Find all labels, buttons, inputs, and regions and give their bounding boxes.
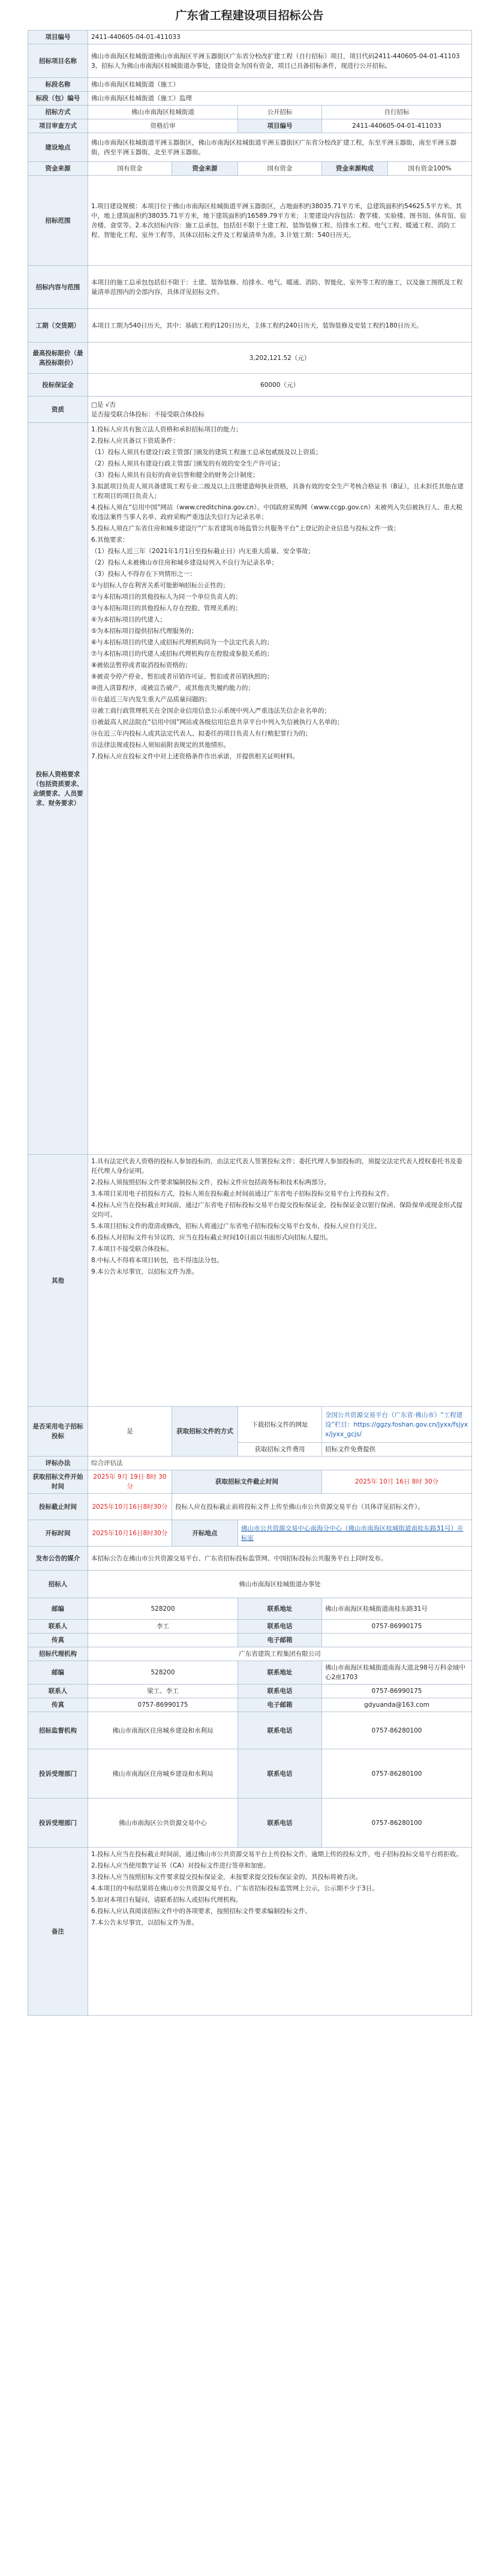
time-end-label: 获取招标文件截止时间 xyxy=(172,1470,322,1494)
time-start: 2025年 9月 19日 8时 30分 xyxy=(88,1470,172,1494)
row-project-code xyxy=(28,31,472,44)
deposit: 60000（元） xyxy=(88,374,472,397)
bidder-line: ②与本招标项目的其他投标人为同一个单位负责人的； xyxy=(91,593,242,601)
notes-label: 备注 xyxy=(28,1848,88,2016)
complaint-phone: 0757-86280100 xyxy=(322,1749,472,1799)
bidder-line: ①与招标人存在利害关系可能影响招标公正性的； xyxy=(91,582,229,589)
complaint2-name: 佛山市南海区公共资源交易中心 xyxy=(88,1799,238,1848)
row-method xyxy=(28,1457,472,1470)
method-label: 评标办法 xyxy=(28,1457,88,1470)
agent-contact-label: 联系人 xyxy=(28,1685,88,1698)
row-open xyxy=(28,1520,472,1547)
row-notes xyxy=(28,1848,472,2016)
row-price xyxy=(28,343,472,374)
row-tenderer-contact xyxy=(28,1620,472,1634)
joint-note: 是否接受联合体投标：不接受联合体投标 xyxy=(91,410,205,418)
row-section-name xyxy=(28,78,472,92)
doc-fee-label: 获取招标文件费用 xyxy=(238,1443,322,1457)
section-code: 佛山市南海区桂城街道（施工）监理 xyxy=(88,92,472,106)
agent-email-label: 电子邮箱 xyxy=(238,1698,322,1712)
agent-postcode-label: 邮编 xyxy=(28,1661,88,1685)
price-label: 最高投标限价（最高投标限价） xyxy=(28,343,88,374)
tenderer-postcode: 528200 xyxy=(88,1598,238,1620)
other-line: 3.本项目采用电子招投标方式，投标人须在投标截止时间前通过广东省电子招标投标交易平台上传投标文件。 xyxy=(91,1190,393,1197)
tenderer-postcode-label: 邮编 xyxy=(28,1598,88,1620)
fund-c: 国有资金 xyxy=(238,162,322,176)
project-code: 2411-440605-04-01-411033 xyxy=(88,31,472,44)
agent-phone-label: 联系电话 xyxy=(238,1685,322,1698)
tender-mode-c: 自行招标 xyxy=(322,106,472,119)
row-period xyxy=(28,309,472,343)
bidder-line: ⑦与本招标项目的代建人或招标代理机构存在控股或参股关系的； xyxy=(91,650,273,657)
approval-a: 资格后审 xyxy=(88,119,238,133)
row-agent-fax xyxy=(28,1698,472,1712)
price: 3,202,121.52（元） xyxy=(88,343,472,374)
open: 2025年10月16日8时30分 xyxy=(88,1520,172,1547)
project-name-label: 招标项目名称 xyxy=(28,44,88,78)
deadline-note: 投标人应在投标截止前将投标文件上传至佛山市公共资源交易平台（具体详见招标文件）。 xyxy=(172,1494,472,1520)
contract: 本项目的施工总承包包括但不限于：土建、装饰装修、给排水、电气、暖通、消防、智能化、室外等工程的施工，以及施工图纸及工程量清单范围内的全部内容，具体详见招标文件。 xyxy=(88,266,472,309)
bidder-label: 投标人资格要求（包括资质要求、业绩要求、人员要求、财务要求） xyxy=(28,423,88,1155)
row-agent-name xyxy=(28,1647,472,1661)
bidder-line: （2）投标人须具有建设行政主管部门颁发的有效的安全生产许可证； xyxy=(91,460,284,467)
other-line: 7.本项目不接受联合体投标。 xyxy=(91,1245,173,1253)
agent-phone: 0757-86990175 xyxy=(322,1685,472,1698)
deposit-label: 投标保证金 xyxy=(28,374,88,397)
tenderer-label: 招标人 xyxy=(28,1571,88,1598)
approval-label: 项目审查方式 xyxy=(28,119,88,133)
doc-get-value: 下载招标文件的网址 xyxy=(238,1407,322,1443)
other-line: 4.投标人应当在投标截止时间前，通过广东省电子招标投标交易平台提交投标保证金，投标保证金以银行保函、保险保单或现金形式提交均可。 xyxy=(91,1202,463,1218)
fund-b: 资金来源 xyxy=(172,162,238,176)
deadline: 2025年10月16日8时30分 xyxy=(88,1494,172,1520)
bidder-line: 1.投标人应具有独立法人资格和承担招标项目的能力； xyxy=(91,426,242,433)
tenderer-fax xyxy=(88,1634,238,1647)
supervision-name: 佛山市南海区住房城乡建设和水利局 xyxy=(88,1712,238,1749)
method: 综合评估法 xyxy=(88,1457,472,1470)
bidder-line: （1）投标人须具有建设行政主管部门颁发的建筑工程施工总承包贰级及以上资质； xyxy=(91,449,322,456)
bidder-line: 2.投标人应具备以下资质条件： xyxy=(91,437,179,445)
complaint-phone-label: 联系电话 xyxy=(238,1749,322,1799)
page-title: 广东省工程建设项目招标公告 xyxy=(175,9,324,22)
period: 本项目工期为540日历天，其中：基础工程约120日历天，主体工程约240日历天，装饰装修及安装工程约180日历天。 xyxy=(88,309,472,343)
bidder-line: ⑥与本招标项目的代建人或招标代理机构同为一个法定代表人的； xyxy=(91,639,273,646)
row-location xyxy=(28,133,472,162)
fund-label: 资金来源 xyxy=(28,162,88,176)
qualification-label: 资质 xyxy=(28,397,88,423)
media-label: 发布公告的媒介 xyxy=(28,1547,88,1571)
open-label: 开标时间 xyxy=(28,1520,88,1547)
row-complaint xyxy=(28,1749,472,1799)
bidder-line: ⑨被责令停产停业、暂扣或者吊销许可证、暂扣或者吊销执照的； xyxy=(91,673,273,680)
doc-fee-value: 招标文件免费提供 xyxy=(322,1443,472,1457)
location: 佛山市南海区桂城街道平洲玉器街区，佛山市南海区桂城街道平洲玉器街区广东省分校改扩建工程，东至平洲玉器街，南至平洲玉器街，西至平洲玉器街，北至平洲玉器街。 xyxy=(88,133,472,162)
complaint2-phone: 0757-86280100 xyxy=(322,1799,472,1848)
doc-method-yes: 是 xyxy=(88,1407,172,1457)
row-media xyxy=(28,1547,472,1571)
qualification-cell xyxy=(88,397,472,423)
fund-a: 国有资金 xyxy=(88,162,172,176)
bidder-line: ⑧被依法暂停或者取消投标资格的； xyxy=(91,662,191,669)
notes-line: 4.本项目的中标结果将在佛山市公共资源交易平台、广东省招标投标监管网上公示，公示期不少于3日。 xyxy=(91,1885,378,1892)
row-doc-method xyxy=(28,1407,472,1443)
agent-address: 佛山市南海区桂城街道南海大道北98号万科金域中心2座1703 xyxy=(322,1661,472,1685)
scope-label: 招标范围 xyxy=(28,176,88,266)
supervision-phone-label: 联系电话 xyxy=(238,1712,322,1749)
notes-line: 2.投标人应当使用数字证书（CA）对投标文件进行签章和加密。 xyxy=(91,1862,270,1869)
notice-table xyxy=(28,30,472,2016)
fund-e: 国有资金100% xyxy=(388,162,472,176)
bidder-line: ③与本招标项目的其他投标人存在控股、管理关系的； xyxy=(91,605,242,612)
complaint2-label: 投诉受理部门 xyxy=(28,1799,88,1848)
tenderer-contact-label: 联系人 xyxy=(28,1620,88,1634)
agent-contact: 梁工、李工 xyxy=(88,1685,238,1698)
tender-mode-label: 招标方式 xyxy=(28,106,88,119)
location-label: 建设地点 xyxy=(28,133,88,162)
notes-line: 6.投标人应认真阅读招标文件中的各项要求，按照招标文件要求编制投标文件。 xyxy=(91,1908,312,1915)
bidder-line: ⑭在近三年内投标人或其法定代表人、拟委任的项目负责人有行贿犯罪行为的； xyxy=(91,730,312,737)
approval-c: 2411-440605-04-01-411033 xyxy=(322,119,472,133)
other-line: 1.具有法定代表人资格的投标人参加投标的，由法定代表人签署投标文件；委托代理人参加投标的，须提交法定代表人授权委托书及委托代理人身份证明。 xyxy=(91,1158,463,1175)
agent-fax: 0757-86990175 xyxy=(88,1698,238,1712)
notes-lines xyxy=(88,1848,472,2016)
tenderer-address: 佛山市南海区桂城街道南桂东路31号 xyxy=(322,1598,472,1620)
other-label: 其他 xyxy=(28,1155,88,1407)
open-place-label: 开标地点 xyxy=(172,1520,238,1547)
tender-mode-a: 佛山市南海区桂城街道 xyxy=(88,106,238,119)
bidder-line: （2）投标人未被佛山市住房和城乡建设局列入不良行为记录名单； xyxy=(91,559,278,566)
tenderer-phone: 0757-86990175 xyxy=(322,1620,472,1634)
row-bidder xyxy=(28,423,472,1155)
media: 本招标公告在佛山市公共资源交易平台、广东省招标投标监管网、中国招标投标公共服务平台上同时发布。 xyxy=(88,1547,472,1571)
section-name-label: 标段名称 xyxy=(28,78,88,92)
section-code-label: 标段（包）编号 xyxy=(28,92,88,106)
joint-label: 是否接受联合体投标 xyxy=(91,410,148,418)
bidder-line: ⑫被工商行政管理机关在全国企业信用信息公示系统中列入严重违法失信企业名单的； xyxy=(91,707,330,714)
other-line: 6.投标人对招标文件有异议的，应当在投标截止时间10日前以书面形式向招标人提出。 xyxy=(91,1234,332,1241)
row-tenderer-fax xyxy=(28,1634,472,1647)
doc-get-label: 获取招标文件的方式 xyxy=(172,1407,238,1457)
agent-name: 广东省建筑工程集团有限公司 xyxy=(88,1647,472,1661)
bidder-line: ⑬被最高人民法院在“信用中国”网站或各级信用信息共享平台中列入失信被执行人名单的； xyxy=(91,719,344,726)
bidder-line: ⑪在最近三年内发生重大产品质量问题的； xyxy=(91,696,211,703)
bidder-line: （3）投标人须具有良好的商业信誉和健全的财务会计制度； xyxy=(91,472,259,479)
complaint2-phone-label: 联系电话 xyxy=(238,1799,322,1848)
row-supervision xyxy=(28,1712,472,1749)
approval-b: 项目编号 xyxy=(238,119,322,133)
row-tenderer-name xyxy=(28,1571,472,1598)
notes-line: 3.投标人应当按照招标文件要求提交投标保证金，未按要求提交投标保证金的，其投标将被否决。 xyxy=(91,1874,362,1881)
row-agent-contact xyxy=(28,1685,472,1698)
tenderer-phone-label: 联系电话 xyxy=(238,1620,322,1634)
bidder-line: 6.其他要求： xyxy=(91,536,129,544)
bidder-line: 4.投标人须在“信用中国”网站（www.creditchina.gov.cn）、中国政府采购网（www.ccgp.gov.cn）未被列入失信被执行人、重大税收违法案件当事人名单、政府采购严重违法失信行为记录名单； xyxy=(91,504,462,521)
doc-method-label: 是否采用电子招标投标 xyxy=(28,1407,88,1457)
notes-line: 7.本公告未尽事宜，以招标文件为准。 xyxy=(91,1919,199,1926)
bidder-line: ⑤为本招标项目提供招标代理服务的； xyxy=(91,628,198,635)
agent-postcode: 528200 xyxy=(88,1661,238,1685)
project-code-label: 项目编号 xyxy=(28,31,88,44)
joint: 不接受联合体投标 xyxy=(154,410,205,418)
supervision-label: 招标监督机构 xyxy=(28,1712,88,1749)
bidder-line: 7.投标人应在投标文件中对上述资格条件作出承诺，并提供相关证明材料。 xyxy=(91,753,299,760)
agent-email: gdyuanda@163.com xyxy=(322,1698,472,1712)
period-label: 工期（交货期） xyxy=(28,309,88,343)
other-lines xyxy=(88,1155,472,1407)
tenderer-email xyxy=(322,1634,472,1647)
row-tender-mode xyxy=(28,106,472,119)
scope: 1.项目建设规模：本项目位于佛山市南海区桂城街道平洲玉器街区，占地面积约38035.71平方米，总建筑面积约54625.5平方米。其中，地上建筑面积约38035.71平方米，地下建筑面积约16589.79平方米；主要建设内容包括：教学楼、实验楼、图书馆、体育馆、宿舍楼、食堂等。2.本次招标内容：施工总承包，包括但不限于土建工程、装饰装修工程、给排水工程、电气工程、暖通工程、消防工程、智能化工程、室外工程等，具体以招标文件及工程量清单为准。3.计划工期：540日历天。 xyxy=(88,176,472,266)
row-time-start xyxy=(28,1470,472,1494)
section-name: 佛山市南海区桂城街道（施工） xyxy=(88,78,472,92)
row-qualification xyxy=(28,397,472,423)
doc-url[interactable]: 全国公共资源交易平台（广东省·佛山市）“工程建设”栏目：https://ggzy.foshan.gov.cn/jyxx/fsjyxx/jyxx_gcjs/ xyxy=(322,1407,472,1443)
fund-d: 资金来源构成 xyxy=(322,162,388,176)
row-approval xyxy=(28,119,472,133)
row-project-name xyxy=(28,44,472,78)
notes-line: 5.如对本项目有疑问，请联系招标人或招标代理机构。 xyxy=(91,1896,242,1904)
tenderer-address-label: 联系地址 xyxy=(238,1598,322,1620)
contract-label: 招标内容与范围 xyxy=(28,266,88,309)
complaint-label: 投诉受理部门 xyxy=(28,1749,88,1799)
complaint-name: 佛山市南海区住房城乡建设和水利局 xyxy=(88,1749,238,1799)
qualification: □是 √否 xyxy=(91,401,116,409)
row-deadline xyxy=(28,1494,472,1520)
row-tenderer-post xyxy=(28,1598,472,1620)
bidder-line: 3.拟派项目负责人须具备建筑工程专业二级及以上注册建造师执业资格，具备有效的安全生产考核合格证书（B证），且未担任其他在建工程项目的项目负责人； xyxy=(91,483,464,500)
tenderer-email-label: 电子邮箱 xyxy=(238,1634,322,1647)
agent-label: 招标代理机构 xyxy=(28,1647,88,1661)
other-line: 8.中标人不得将本项目转包，也不得违法分包。 xyxy=(91,1257,224,1264)
bidder-line: 5.投标人须在广东省住房和城乡建设厅“广东省建筑市场监管公共服务平台”上登记的企业信息与投标文件一致； xyxy=(91,525,400,532)
other-line: 2.投标人须按照招标文件要求编制投标文件，投标文件应包括商务标和技术标两部分。 xyxy=(91,1179,330,1186)
deadline-label: 投标截止时间 xyxy=(28,1494,88,1520)
row-deposit xyxy=(28,374,472,397)
time-start-label: 获取招标文件开始时间 xyxy=(28,1470,88,1494)
tenderer-contact: 李工 xyxy=(88,1620,238,1634)
bidder-line: （3）投标人不得存在下列情形之一： xyxy=(91,571,196,578)
agent-fax-label: 传真 xyxy=(28,1698,88,1712)
supervision-phone: 0757-86280100 xyxy=(322,1712,472,1749)
row-fund xyxy=(28,162,472,176)
bidder-line: ⑩进入清算程序，或被宣告破产，或其他丧失履约能力的； xyxy=(91,684,254,692)
tenderer-fax-label: 传真 xyxy=(28,1634,88,1647)
tender-mode-b: 公开招标 xyxy=(238,106,322,119)
other-line: 9.本公告未尽事宜，以招标文件为准。 xyxy=(91,1268,199,1275)
project-name: 佛山市南海区桂城街道佛山市南海区平洲玉器街区广东省分校改扩建工程（自行招标）项目，项目代码2411-440605-04-01-411033，招标人为佛山市南海区桂城街道办事处，建设资金为国有资金，项目已具备招标条件，现进行公开招标。 xyxy=(88,44,472,78)
notes-line: 1.投标人应当在投标截止时间前，通过佛山市公共资源交易平台上传投标文件，逾期上传的投标文件，电子招标投标交易平台将拒收。 xyxy=(91,1851,463,1858)
agent-address-label: 联系地址 xyxy=(238,1661,322,1685)
row-complaint2 xyxy=(28,1799,472,1848)
bidder-line: ⑮法律法规或投标人须知前附表规定的其他情形。 xyxy=(91,741,230,749)
bidder-lines xyxy=(88,423,472,1155)
tenderer-name: 佛山市南海区桂城街道办事处 xyxy=(88,1571,472,1598)
bidder-line: （1）投标人近三年（2021年1月1日至投标截止日）内无重大质量、安全事故； xyxy=(91,548,315,555)
row-other xyxy=(28,1155,472,1407)
row-agent-post xyxy=(28,1661,472,1685)
open-place: 佛山市公共资源交易中心南海分中心（佛山市南海区桂城街道南桂东路31号）开标室 xyxy=(238,1520,472,1547)
row-contract xyxy=(28,266,472,309)
row-scope xyxy=(28,176,472,266)
row-section-code xyxy=(28,92,472,106)
time-end: 2025年 10月 16日 8时 30分 xyxy=(322,1470,472,1494)
other-line: 5.本项目招标文件的澄清或修改，招标人将通过广东省电子招标投标交易平台发布，投标人应自行关注。 xyxy=(91,1223,381,1230)
bidder-line: ④为本招标项目的代建人； xyxy=(91,616,166,623)
